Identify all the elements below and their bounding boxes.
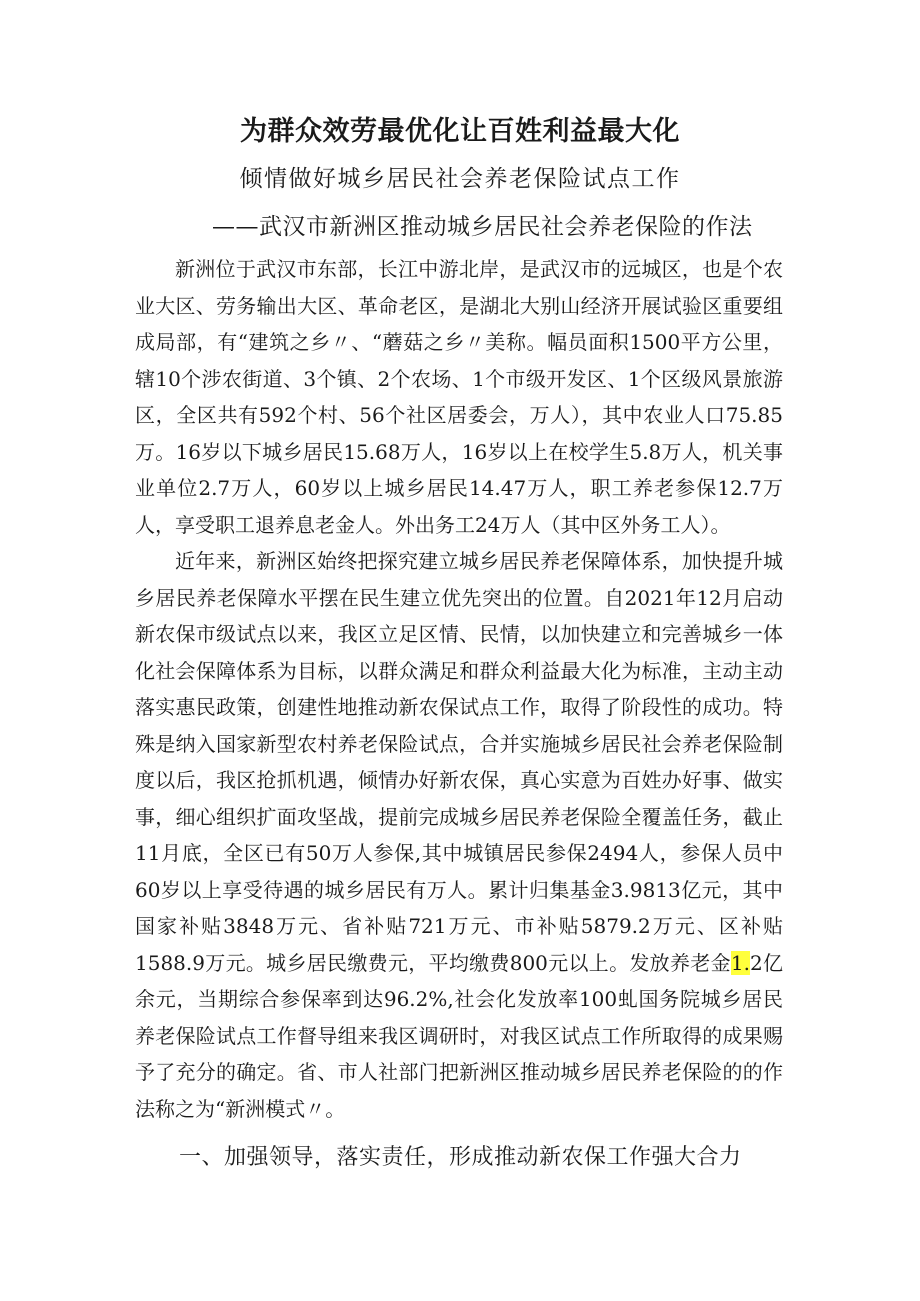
paragraph-intro: 新洲位于武汉市东部，长江中游北岸，是武汉市的远城区，也是个农业大区、劳务输出大区、革命老区，是湖北大别山经济开展试验区重要组成局部，有“建筑之乡〃、“蘑菇之乡〃美称。幅员面积1500平方公里，辖10个涉农街道、3个镇、2个农场、1个市级开发区、1个区级风景旅游区，全区共有592个村、56个社区居委会，万人），其中农业人口75.85万。16岁以下城乡居民15.68万人，16岁以上在校学生5.8万人，机关事业单位2.7万人，60岁以上城乡居民14.47万人，职工养老参保12.7万人，享受职工退养息老金人。外出务工24万人（其中区外务工人）。 — [135, 257, 783, 537]
paragraph-progress-part1: 近年来，新洲区始终把探究建立城乡居民养老保障体系，加快提升城乡居民养老保障水平摆在民生建立优先突出的位置。自2021年12月启动新农保市级试点以来，我区立足区情、民情，以加快建立和完善城乡一体化社会保障体系为目标，以群众满足和群众利益最大化为标准，主动主动落实惠民政策，创建性地推动新农保试点工作，取得了阶段性的成功。特殊是纳入国家新型农村养老保险试点，合并实施城乡居民社会养老保险制度以后，我区抢抓机遇，倾情办好新农保，真心实意为百姓办好事、做实事，细心组织扩面攻坚战，提前完成城乡居民养老保险全覆盖任务，截止11月底，全区已有50万人参保,其中城镇居民参保2494人，参保人员中60岁以上享受待遇的城乡居民有万人。累计归集基金3.9813亿元，其中国家补贴3848万元、省补贴721万元、市补贴5879.2万元、区补贴1588.9万元。城乡居民缴费元，平均缴费800元以上。发放养老金 — [135, 549, 783, 975]
section-heading-1: 一、加强领导，落实责任，形成推动新农保工作强大合力 — [179, 1145, 742, 1170]
document-body — [135, 251, 783, 1127]
document-subtitle: 倾情做好城乡居民社会养老保险试点工作 — [239, 166, 681, 192]
document-subtitle-secondary: ——武汉市新洲区推动城乡居民社会养老保险的作法 — [212, 214, 753, 240]
document-title: 为群众效劳最优化让百姓利益最大化 — [240, 116, 680, 147]
highlighted-text: 1. — [730, 950, 750, 975]
paragraph-progress-part2: 2亿余元，当期综合参保率到达96.2%,社会化发放率100虬国务院城乡居民养老保险试点工作督导组来我区调研时，对我区试点工作所取得的成果赐予了充分的确定。省、市人社部门把新洲区推动城乡居民养老保险的的作法称之为“新洲模式〃。 — [135, 950, 783, 1121]
paragraph-progress — [135, 543, 783, 1127]
